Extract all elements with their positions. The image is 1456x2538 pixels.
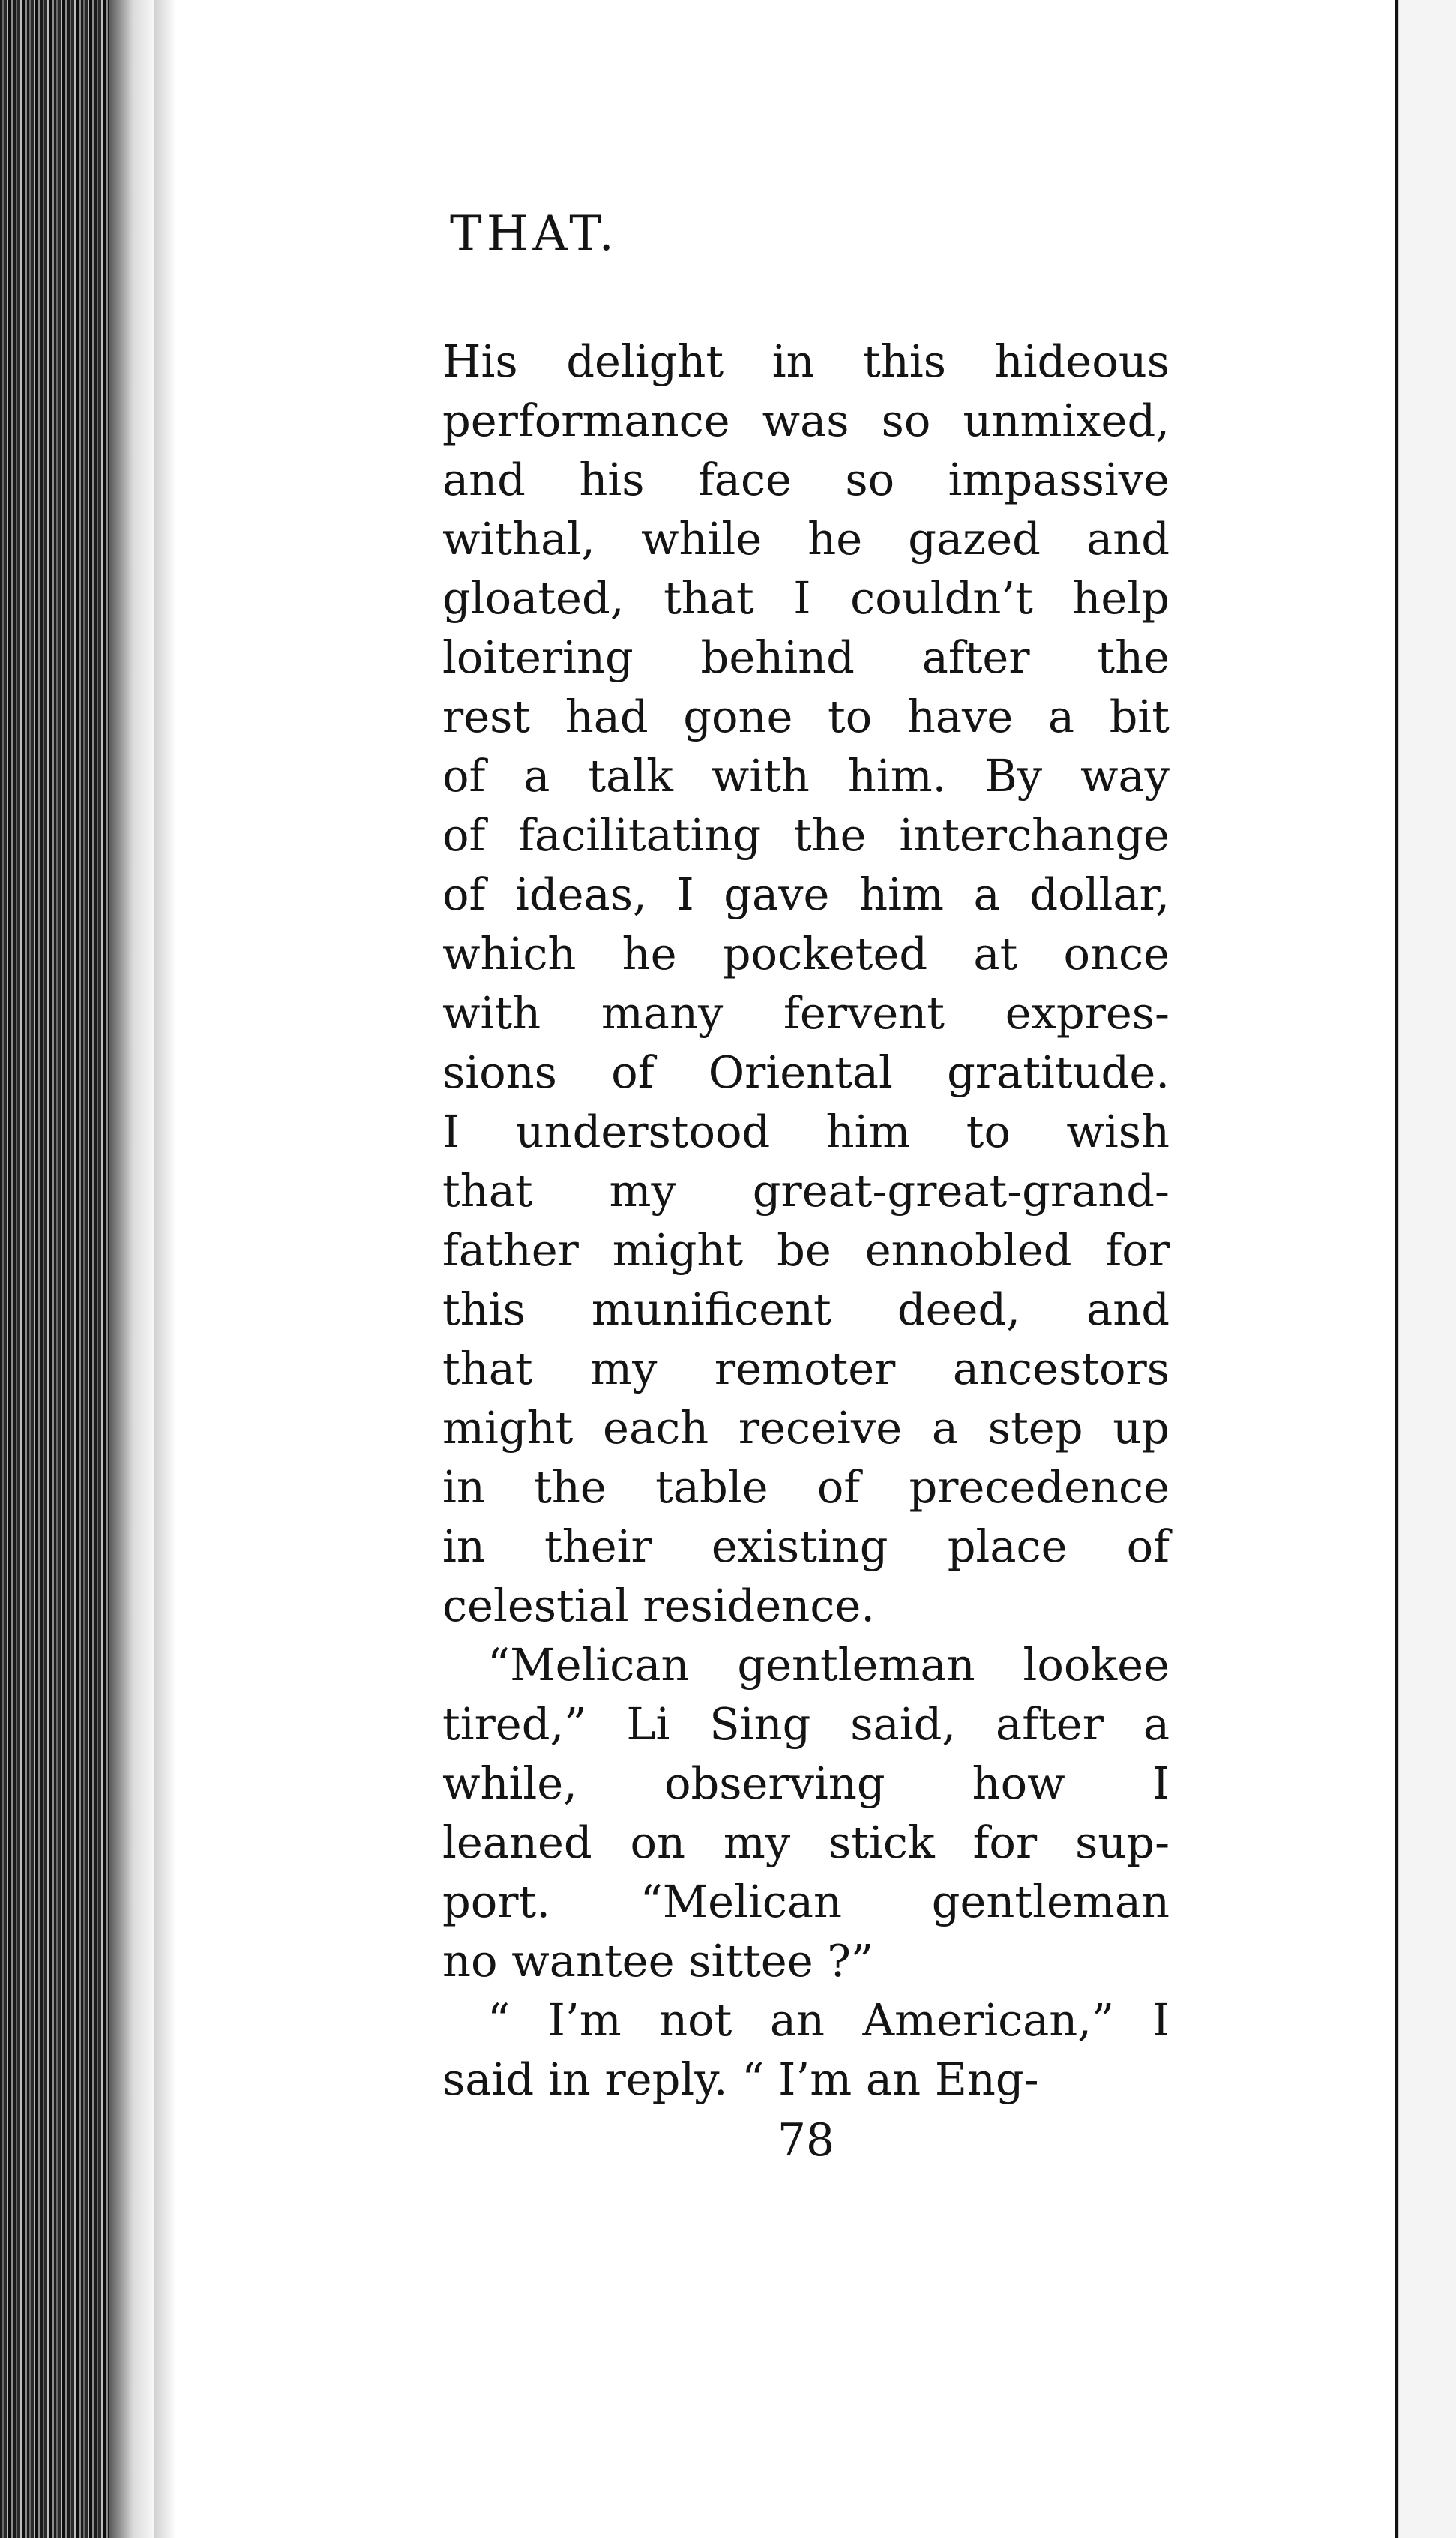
page-edges-stack — [0, 0, 154, 2538]
text-line: of a talk with him. By way — [442, 750, 1170, 802]
text-line: loitering behind after the — [442, 632, 1170, 683]
text-line: I understood him to wish — [442, 1106, 1170, 1157]
text-line: that my remoter ancestors — [442, 1342, 1170, 1394]
text-line: of facilitating the interchange — [442, 809, 1170, 861]
text-line: said in reply. “ I’m an Eng- — [442, 2054, 1039, 2105]
text-line: performance was so unmixed, — [442, 394, 1170, 446]
scan-right-margin — [1398, 0, 1456, 2538]
text-line: port. “Melican gentleman — [442, 1876, 1170, 1928]
text-line: withal, while he gazed and — [442, 513, 1170, 565]
text-line: this munificent deed, and — [442, 1283, 1170, 1335]
text-line: and his face so impassive — [442, 454, 1170, 506]
text-line: gloated, that I couldn’t help — [442, 572, 1170, 624]
text-line: “Melican gentleman lookee — [487, 1639, 1170, 1690]
text-line: might each receive a step up — [442, 1402, 1170, 1454]
text-line: His delight in this hideous — [442, 335, 1170, 387]
text-line: sions of Oriental gratitude. — [442, 1046, 1170, 1098]
text-line: with many fervent expres- — [442, 987, 1170, 1039]
text-line: leaned on my stick for sup- — [442, 1816, 1170, 1868]
text-line: “ I’m not an American,” I — [487, 1994, 1170, 2046]
text-line: rest had gone to have a bit — [442, 691, 1170, 742]
body-text — [442, 332, 1170, 2109]
text-line: celestial residence. — [442, 1580, 876, 1631]
binding-shadow — [154, 0, 176, 2538]
text-line: no wantee sittee ?” — [442, 1935, 874, 1987]
text-line: in their existing place of — [442, 1520, 1170, 1572]
text-line: father might be ennobled for — [442, 1224, 1170, 1276]
text-block — [442, 206, 1170, 2167]
running-head: THAT. — [450, 206, 619, 262]
page-number: 78 — [777, 2114, 835, 2167]
text-line: while, observing how I — [442, 1757, 1170, 1809]
text-line: of ideas, I gave him a dollar, — [442, 868, 1170, 920]
text-line: which he pocketed at once — [442, 928, 1170, 980]
text-line: in the table of precedence — [442, 1461, 1170, 1513]
text-line: that my great-great-grand- — [442, 1165, 1170, 1216]
text-line: tired,” Li Sing said, after a — [442, 1698, 1170, 1750]
